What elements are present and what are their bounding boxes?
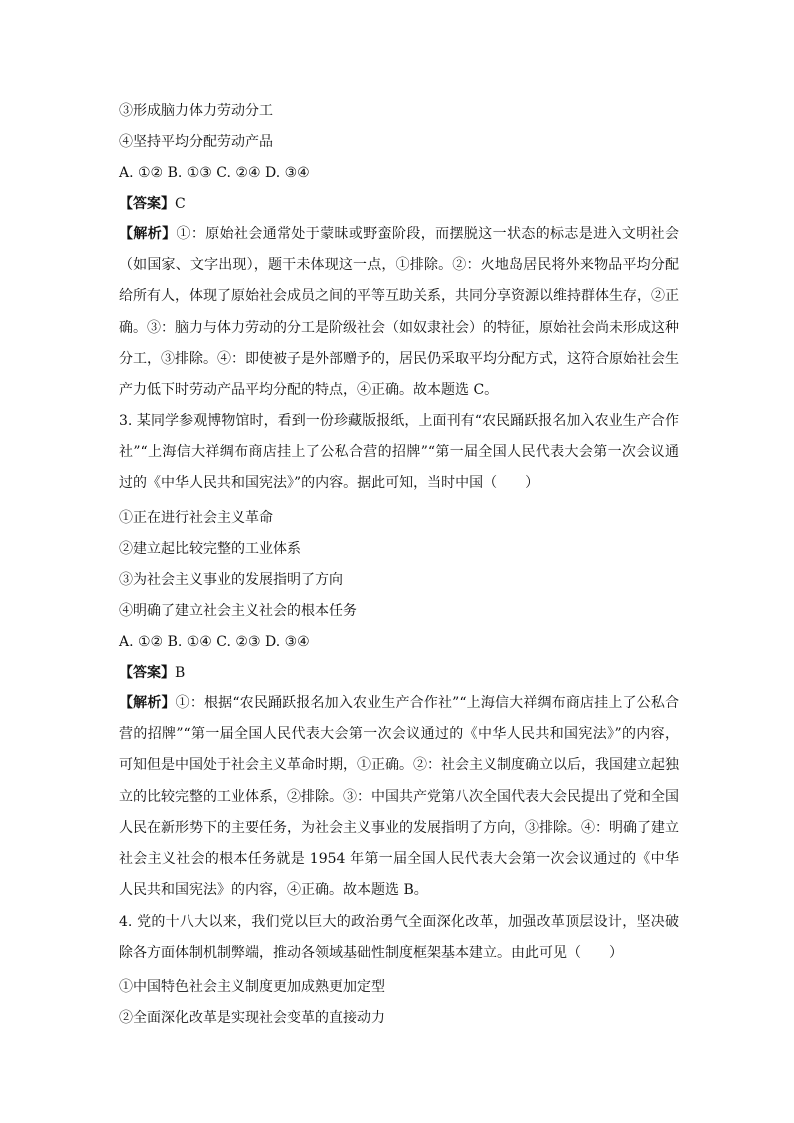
q3-answer-tag: 【答案】: [119, 665, 175, 681]
q3-analysis-text: ①：根据“农民踊跃报名加入农业生产合作社”“上海信大祥绸布商店挂上了公私合营的招牌”“第一届全国人民代表大会第一次会议通过的《中华人民共和国宪法》”的内容，可知但是中国处于社会主义革命时期，①正确。②：社会主义制度确立以后，我国建立起独立的比较完整的工业体系，②排除。③：中国共产党第八次全国代表大会民提出了党和全国人民在新形势下的主要任务，为社会主义事业的发展指明了方向，③排除。④：明确了建立社会主义社会的根本任务就是 1954 年第一届全国人民代表大会第一次会议通过的《中华人民共和国宪法》的内容，④正确。故本题选 B。: [119, 695, 679, 899]
q3-option-1: ①正在进行社会主义革命: [119, 510, 273, 526]
q3-option-3: ③为社会主义事业的发展指明了方向: [119, 572, 343, 588]
q2-analysis-text: ①：原始社会通常处于蒙昧或野蛮阶段，而摆脱这一状态的标志是进入文明社会（如国家、文字出现），题干未体现这一点，①排除。②：火地岛居民将外来物品平均分配给所有人，体现了原始社会成员之间的平等互助关系，共同分享资源以维持群体生存，②正确。③：脑力与体力劳动的分工是阶级社会（如奴隶社会）的特征，原始社会尚未形成这种分工，③排除。④：即使被子是外部赠予的，居民仍采取平均分配方式，这符合原始社会生产力低下时劳动产品平均分配的特点，④正确。故本题选 C。: [119, 226, 680, 399]
q2-option-3: ③形成脑力体力劳动分工: [119, 103, 273, 119]
q4-option-1: ①中国特色社会主义制度更加成熟更加定型: [119, 979, 385, 995]
q3-answer-value: B: [175, 665, 186, 681]
q2-analysis: [119, 219, 679, 406]
q3-option-2: ②建立起比较完整的工业体系: [119, 541, 301, 557]
q2-option-4: ④坚持平均分配劳动产品: [119, 134, 273, 150]
q2-answer-value: C: [175, 196, 186, 212]
q2-answer-tag: 【答案】: [119, 196, 175, 212]
q3-choices: A. ①② B. ①④ C. ②③ D. ③④: [119, 634, 310, 650]
q3-analysis: [119, 688, 679, 906]
q2-analysis-tag: 【解析】: [119, 226, 177, 242]
q3-stem: 3. 某同学参观博物馆时，看到一份珍藏版报纸，上面刊有“农民踊跃报名加入农业生产合作社”“上海信大祥绸布商店挂上了公私合营的招牌”“第一届全国人民代表大会第一次会议通过的《中华人民共和国宪法》”的内容。据此可知，当时中国（ ）: [119, 413, 679, 492]
q3-answer: [119, 663, 185, 683]
q2-choices: A. ①② B. ①③ C. ②④ D. ③④: [119, 165, 310, 181]
q2-answer: [119, 194, 186, 214]
q3-analysis-tag: 【解析】: [119, 695, 176, 711]
q3-option-4: ④明确了建立社会主义社会的根本任务: [119, 603, 357, 619]
q4-stem: 4. 党的十八大以来，我们党以巨大的政治勇气全面深化改革，加强改革顶层设计，坚决破除各方面体制机制弊端，推动各领域基础性制度框架基本建立。由此可见（ ）: [119, 914, 679, 962]
q4-option-2: ②全面深化改革是实现社会变革的直接动力: [119, 1010, 385, 1026]
